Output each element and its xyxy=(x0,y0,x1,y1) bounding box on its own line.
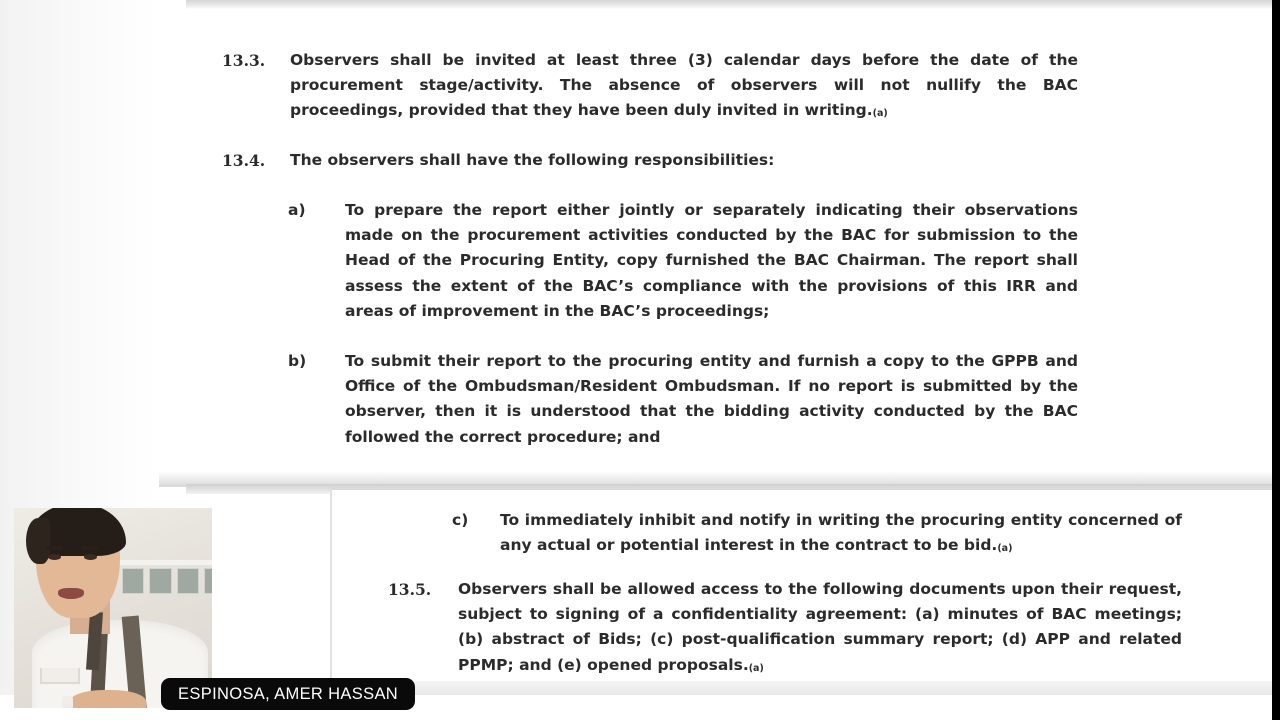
clause-13-3-body xyxy=(290,48,1078,126)
video-eye-left xyxy=(48,554,61,560)
clause-13-4-c-text: To immediately inhibit and notify in writing the procuring entity concerned of any actual or potential interest in the contract to be bid. xyxy=(500,511,1182,555)
window-pane xyxy=(122,568,144,594)
clause-13-4-b-body xyxy=(345,349,1078,450)
clause-13-3 xyxy=(222,48,1078,126)
clause-13-4-body xyxy=(290,148,1078,173)
clause-13-4-c-marker: c) xyxy=(452,511,469,529)
clause-13-4-text: The observers shall have the following responsibilities: xyxy=(290,151,775,169)
clause-13-4-a xyxy=(288,198,1078,324)
clause-13-5-number: 13.5. xyxy=(388,580,432,599)
clause-13-4-number: 13.4. xyxy=(222,151,266,170)
clause-13-4-a-marker: a) xyxy=(288,201,306,219)
clause-13-5-text: Observers shall be allowed access to the following documents upon their request, subject to signing of a confidentiality agreement: (a) minutes of BAC meetings; (b) abstract of Bids; (c) post-qualification summary report; (d) APP and related PPMP; and (e) opened proposals. xyxy=(458,580,1182,674)
video-mouth xyxy=(58,588,84,599)
window-pane xyxy=(204,568,212,594)
clause-13-4-c xyxy=(452,508,1182,560)
clause-13-3-footnote: (a) xyxy=(872,108,888,120)
clause-13-4-b xyxy=(288,349,1078,450)
clause-13-4-c-footnote: (a) xyxy=(997,543,1013,555)
video-person-hands xyxy=(70,690,146,708)
video-wristwatch xyxy=(62,696,73,708)
video-wall-ledge xyxy=(110,560,212,565)
participant-name-tag xyxy=(161,678,415,710)
clause-13-4-b-text: To submit their report to the procuring entity and furnish a copy to the GPPB and Office of the Ombudsman/Resident Ombudsman. If no report is submitted by the observer, then it is understood that the bidding activity conducted by the BAC followed the correct procedure; and xyxy=(345,352,1078,446)
clause-13-3-number: 13.3. xyxy=(222,51,266,70)
clause-13-4-a-body xyxy=(345,198,1078,324)
video-frame-right-edge xyxy=(1272,0,1280,720)
window-pane xyxy=(177,568,199,594)
slide-top-shadow xyxy=(186,0,1272,9)
video-eyebrow-right xyxy=(82,546,98,550)
clause-13-3-text: Observers shall be invited at least three (3) calendar days before the date of the procurement stage/activity. The absence of observers will not nullify the BAC proceedings, provided that they have been duly invited in writing. xyxy=(290,51,1078,120)
clause-13-5-footnote: (a) xyxy=(748,662,764,674)
video-window-panes xyxy=(122,568,212,594)
clause-13-4-b-marker: b) xyxy=(288,352,307,370)
window-pane xyxy=(149,568,171,594)
clause-13-5-body xyxy=(458,577,1182,680)
clause-13-4 xyxy=(222,148,1078,173)
clause-13-5 xyxy=(388,577,1182,680)
video-person-sideburn xyxy=(26,518,50,564)
clause-13-4-c-body xyxy=(500,508,1182,560)
clause-13-4-a-text: To prepare the report either jointly or separately indicating their observations made on the procurement activities conducted by the BAC for submission to the Head of the Procuring Entity, copy furnished the BAC Chairman. The report shall assess the extent of the BAC’s compliance with the provisions of this IRR and areas of improvement in the BAC’s proceedings; xyxy=(345,201,1078,320)
video-eye-right xyxy=(84,554,97,560)
participant-name-label: ESPINOSA, AMER HASSAN xyxy=(178,684,399,703)
video-eyebrow-left xyxy=(46,546,62,550)
video-shirt-pocket xyxy=(40,668,80,684)
